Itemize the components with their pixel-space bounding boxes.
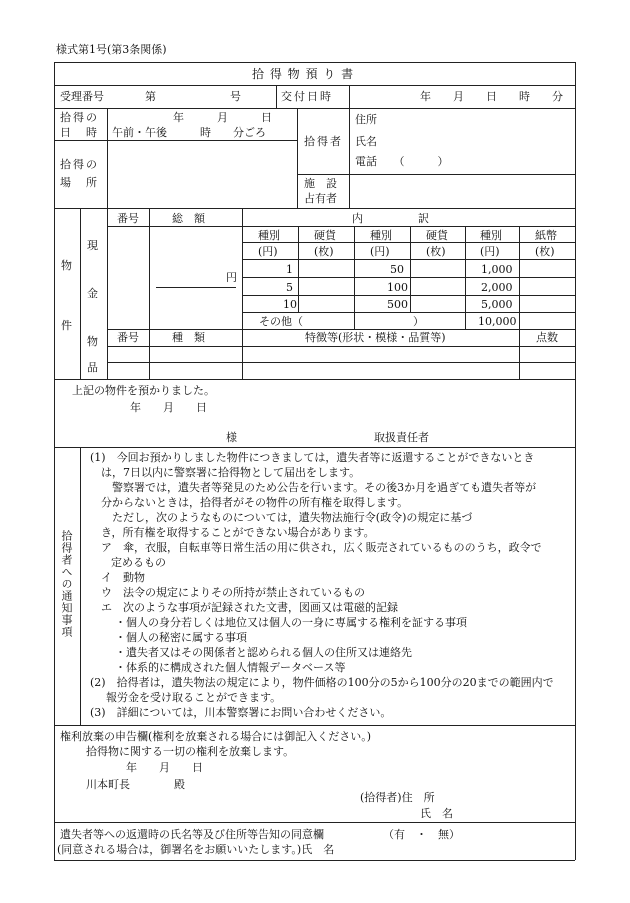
denomination-cell: 2,000 — [481, 281, 513, 294]
notice-line: エ 次のような事項が記録された文書，図画又は電磁的記録 — [101, 601, 398, 614]
form-title: 拾 得 物 預 り 書 — [252, 67, 355, 81]
lost-item-custody-form: 様式第1号(第3条関係) 拾 得 物 預 り 書 受理番号 第 号 交付日時 年 月 日 時 分 拾得の 日 時 年 月 日 午前・午後 時 分ごろ 拾得の 場 所 拾得者 住所 氏名 電話 （ ） 施 設 占有者 物 件 現 金 番号 総 額 内 訳 円 種別 硬貨 種別 硬貨 種別 紙幣 (円) (枚) (円) (枚) (円) (枚) 1 50 1,000 5 100 2,000 10 500 5,000 その他（ ） 10,000 物 品 番号 種 類 特徴等(形状・模様・品質等) 点数 上記の物件を預かりました。 年 月 日 様 取扱責任者 拾得者への通知事項 (1) 今回お預かりしました物件につきましては，遺失者等に返還することができないとき は，7日以内に警察署に拾得物として届出をします。 警察署では，遺失者等発見のため公告を行います。その後3か月を過ぎても遺失者等が 分からないときは，拾得者がその物件の所有権を取得します。 ただし，次のようなものについては，遺失物法施行令(政令)の規定に基づ き，所有権を取得することができない場合があります。 ア 傘，衣服，自転車等日常生活の用に供され，広く販売されているもののうち，政令で 定めるもの イ 動物 ウ 法令の規定によりその所持が禁止されているもの エ 次のような事項が記録された文書，図画又は電磁的記録 ・個人の身分若しくは地位又は個人の一身に専属する権利を証する事項 ・個人の秘密に属する事項 ・遺失者又はその関係者と認められる個人の住所又は連絡先 ・体系的に構成された個人情報データベース等 (2) 拾得者は，遺失物法の規定により，物件価格の100分の5から100分の20までの範囲内で 報労金を受け取ることができます。 (3) 詳細については，川本警察署にお問い合わせください。 権利放棄の申告欄(権利を放棄される場合には御記入ください。) 拾得物に関する一切の権利を放棄します。 年 月 日 川本町長 殿 (拾得者)住 所 氏 名 遺失者等への返還時の氏名等及び住所等告知の同意欄 （有 ・ 無） (同意される場合は，御署名をお願いいたします。)氏 名 — [0, 0, 630, 903]
denomination-cell: 1,000 — [481, 263, 513, 276]
receipt-number-label: 受理番号 — [60, 90, 104, 103]
finder-label: 拾得者 — [304, 135, 343, 148]
delivery-datetime-label: 交付日時 — [281, 90, 333, 103]
consent-title: 遺失者等への返還時の氏名等及び住所等告知の同意欄 — [60, 828, 324, 841]
waiver-addressee: 川本町長 殿 — [86, 778, 185, 791]
notice-line: イ 動物 — [101, 571, 145, 584]
notice-line: (3) 詳細については，川本警察署にお問い合わせください。 — [90, 706, 392, 719]
notice-line: (1) 今回お預かりしました物件につきましては，遺失者等に返還することができないとき — [90, 451, 535, 464]
other-value: 10,000 — [478, 315, 517, 328]
denomination-cell: 5 — [286, 281, 293, 294]
form-number: 様式第1号(第3条関係) — [56, 43, 167, 56]
frame-left — [54, 62, 55, 860]
notice-line: は，7日以内に警察署に拾得物として届出をします。 — [101, 466, 361, 479]
notice-line: (2) 拾得者は，遺失物法の規定により，物件価格の100分の5から100分の20までの範囲内で — [90, 676, 554, 689]
consent-note: (同意される場合は，御署名をお願いいたします。)氏 名 — [57, 843, 335, 856]
notice-side-label: 拾得者への通知事項 — [60, 530, 73, 638]
denomination-cell: 10 — [283, 298, 297, 311]
notice-line: 定めるもの — [111, 556, 166, 569]
officer-label: 取扱責任者 — [374, 431, 429, 444]
consent-choice: （有 ・ 無） — [383, 828, 460, 841]
frame-bottom — [54, 860, 575, 861]
other-label: その他（ ） — [259, 315, 424, 328]
notice-line: ウ 法令の規定によりその所持が禁止されているもの — [101, 586, 365, 599]
notice-line: 警察署では，遺失者等発見のため公告を行います。その後3か月を過ぎても遺失者等が — [112, 481, 537, 494]
pickup-time: 午前・午後 時 分ごろ — [112, 126, 266, 139]
denomination-cell: 500 — [387, 298, 408, 311]
notice-line: ア 傘，衣服，自転車等日常生活の用に供され，広く販売されているもののうち，政令で — [101, 541, 542, 554]
notice-line: 報労金を受け取ることができます。 — [106, 691, 282, 704]
notice-line: ・個人の秘密に属する事項 — [115, 631, 247, 644]
denomination-cell: 100 — [387, 281, 408, 294]
total-underline — [156, 287, 236, 288]
denomination-cell: 50 — [390, 263, 404, 276]
delivery-datetime-value: 年 月 日 時 分 — [420, 90, 563, 103]
notice-line: ・体系的に構成された個人情報データベース等 — [115, 661, 346, 674]
frame-right — [575, 62, 576, 860]
receipt-statement: 上記の物件を預かりました。 — [72, 384, 215, 397]
denomination-cell: 5,000 — [481, 298, 513, 311]
notice-line: ・個人の身分若しくは地位又は個人の一身に専属する権利を証する事項 — [115, 616, 467, 629]
denomination-cell: 1 — [286, 263, 293, 276]
notice-line: ただし，次のようなものについては，遺失物法施行令(政令)の規定に基づ — [112, 511, 473, 524]
pickup-date: 年 月 日 — [173, 111, 272, 124]
notice-line: き，所有権を取得することができない場合があります。 — [101, 526, 375, 539]
frame-top — [54, 62, 575, 63]
waiver-title: 権利放棄の申告欄(権利を放棄される場合には御記入ください。) — [60, 730, 372, 743]
notice-line: ・遺失者又はその関係者と認められる個人の住所又は連絡先 — [115, 646, 412, 659]
notice-line: 分からないときは，拾得者がその物件の所有権を取得します。 — [101, 496, 409, 509]
